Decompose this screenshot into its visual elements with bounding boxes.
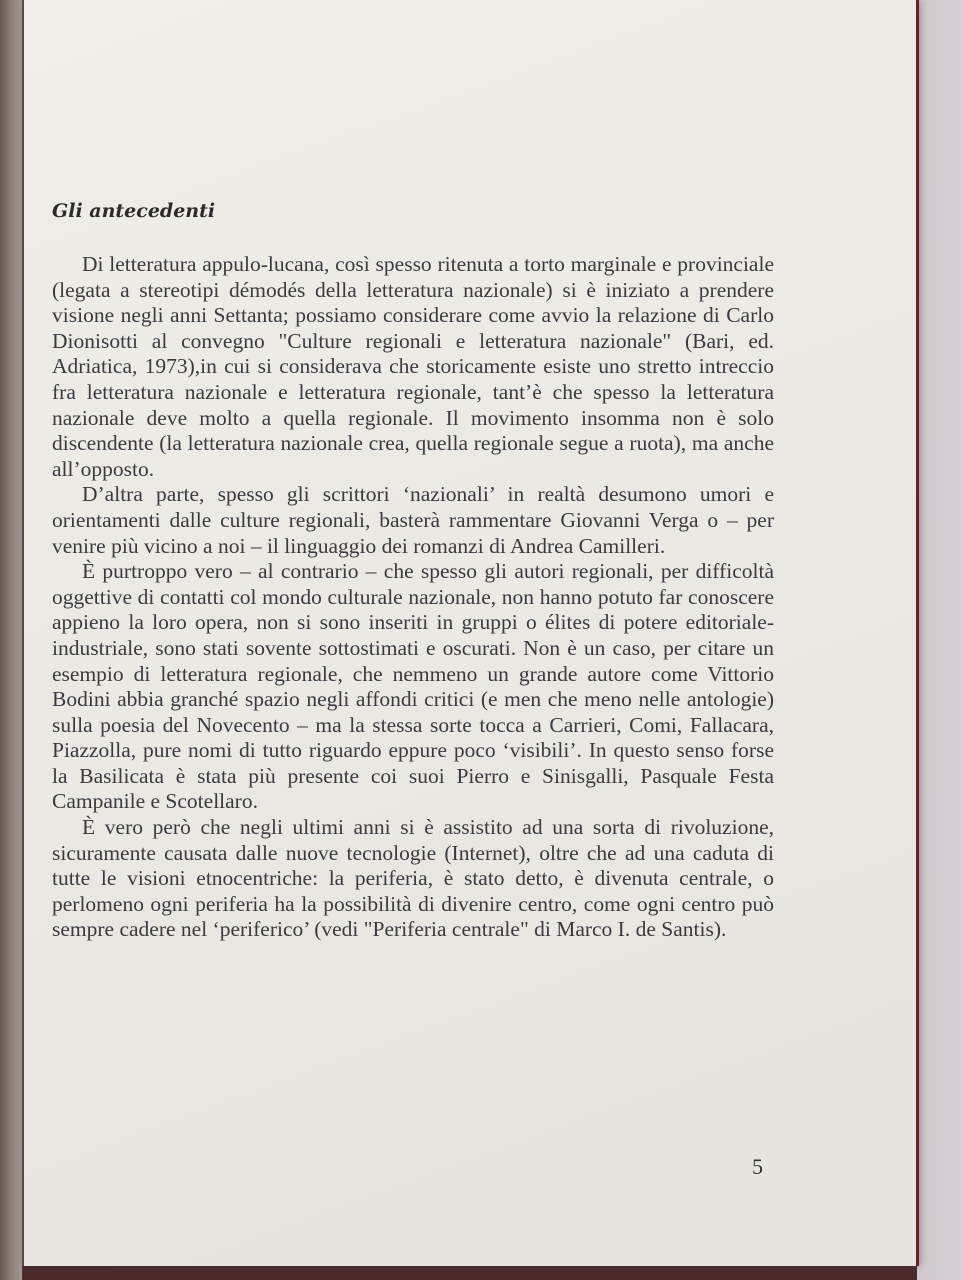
section-heading: Gli antecedenti bbox=[52, 200, 216, 222]
paragraph-4: È vero però che negli ultimi anni si è assistito ad una sorta di rivoluzione, sicuramente causata dalle nuove tecnologie (Internet), oltre che ad una caduta di tutte le visioni etnocentriche: la periferia, è stato detto, è divenuta centrale, o perlomeno ogni periferia ha la possibilità di divenire centro, come ogni centro può sempre cadere nel ‘periferico’ (vedi "Periferia centrale" di Marco I. de Santis). bbox=[52, 815, 774, 942]
paragraph-3: È purtroppo vero – al contrario – che spesso gli autori regionali, per difficoltà oggettive di contatti col mondo culturale nazionale, non hanno potuto far conoscere appieno la loro opera, non si sono inseriti in gruppi o élites di potere editoriale-industriale, sono stati sovente sottostimati e oscurati. Non è un caso, per citare un esempio di letteratura regionale, che nemmeno un grande autore come Vittorio Bodini abbia granché spazio negli affondi critici (e men che meno nelle antologie) sulla poesia del Novecento – ma la stessa sorte tocca a Carrieri, Comi, Fallacara, Piazzolla, pure nomi di tutto riguardo eppure poco ‘visibili’. In questo senso forse la Basilicata è stata più presente coi suoi Pierro e Sinisgalli, Pasquale Festa Campanile e Scotellaro. bbox=[52, 559, 774, 814]
body-text bbox=[52, 252, 774, 943]
page-number: 5 bbox=[752, 1154, 763, 1179]
book-cover-edge bbox=[22, 1266, 917, 1280]
background-surface bbox=[913, 0, 963, 1280]
paragraph-2: D’altra parte, spesso gli scrittori ‘nazionali’ in realtà desumono umori e orientamenti dalle culture regionali, basterà rammentare Giovanni Verga o – per venire più vicino a noi – il linguaggio dei romanzi di Andrea Camilleri. bbox=[52, 482, 774, 558]
paragraph-1: Di letteratura appulo-lucana, così spesso ritenuta a torto marginale e provinciale (legata a stereotipi démodés della letteratura nazionale) si è iniziato a prendere visione negli anni Settanta; possiamo considerare come avvio la relazione di Carlo Dionisotti al convegno "Culture regionali e letteratura nazionale" (Bari, ed. Adriatica, 1973),in cui si considerava che storicamente esiste uno stretto intreccio fra letteratura nazionale e letteratura regionale, tant’è che spesso la letteratura nazionale deve molto a quella regionale. Il movimento insomma non è solo discendente (la letteratura nazionale crea, quella regionale segue a ruota), ma anche all’opposto. bbox=[52, 252, 774, 481]
